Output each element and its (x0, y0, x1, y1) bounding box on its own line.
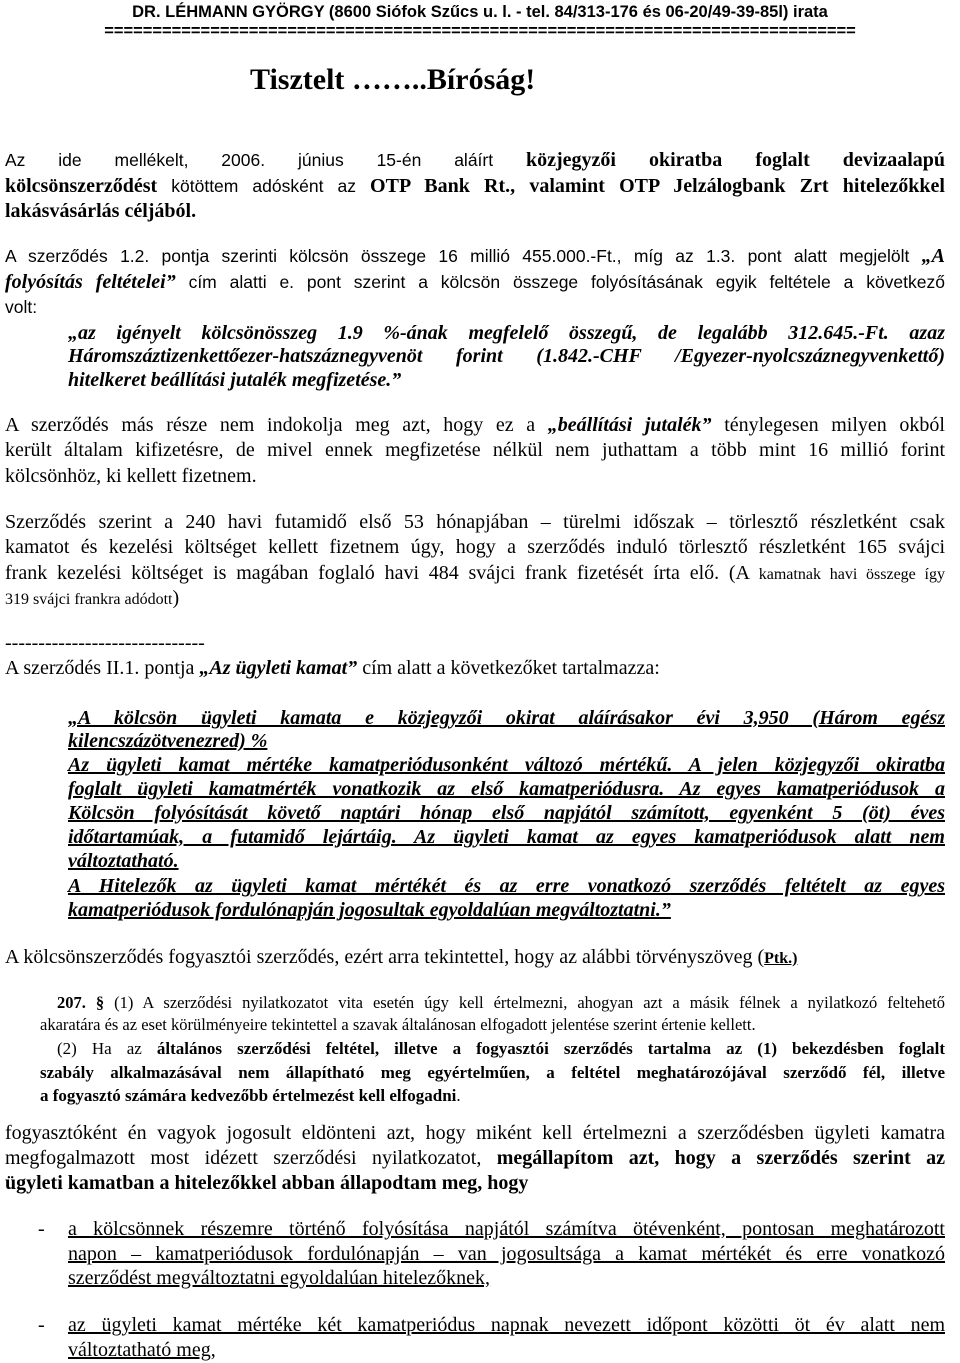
bold-text-run: közjegyzői okiratba foglalt devizaalapú (525, 149, 945, 171)
text-run: A szerződés más része nem indokolja meg azt, hogy ez a (5, 414, 548, 436)
list-item-1-line-3: szerződést megváltoztatni egyoldalúan hitelezőknek, (68, 1267, 491, 1289)
paragraph-2-line-1 (5, 244, 945, 268)
quote-1-line-1: „az igényelt kölcsönösszeg 1.9 %-ának megfelelő összegű, de legalább 312.645.-Ft. azaz (68, 322, 945, 344)
paragraph-4-line-4 (5, 586, 945, 612)
bold-text-run: OTP Bank Rt., valamint OTP Jelzálogbank Zrt hitelezőkkel (370, 175, 945, 197)
paragraph-4-line-2 (5, 535, 945, 559)
paragraph-1-line-3 (5, 199, 945, 223)
paragraph-2-line-3 (5, 295, 945, 319)
letterhead-title: DR. LÉHMANN GYÖRGY (8600 Siófok Szűcs u. l. - tel. 84/313-176 és 06-20/49-39-85l) irata (132, 3, 828, 21)
text-run: kötöttem adósként az (157, 176, 371, 196)
quote-2-line-2: kilencszázötvenezred) % (68, 730, 268, 752)
bold-italic-text-run: „A (921, 245, 945, 267)
quote-2-line-3: Az ügyleti kamat mértéke kamatperiódusonként változó mértékű. A jelen közjegyzői okiratba (68, 754, 945, 776)
bold-text-run: szabály alkalmazásával nem állapítható meg egyértelműen, a feltétel meghatározójával szerződő fél, illetve (40, 1063, 945, 1082)
small-text-run: 319 svájci frankra adódott (5, 591, 173, 608)
separator-line: ------------------------------ (5, 632, 205, 654)
law-reference: Ptk.) (764, 950, 798, 967)
text-run: cím alatt a következőket tartalmazza: (357, 657, 660, 679)
statute-2-line-3 (40, 1085, 945, 1107)
paragraph-3-line-3 (5, 464, 945, 488)
bold-text-run: lakásvásárlás céljából. (5, 200, 197, 222)
paragraph-7-line-2 (5, 1146, 945, 1170)
text-run: (1) A szerződési nyilatkozatot vita esetén úgy kell értelmezni, ahogyan azt a másik félnek a nyilatkozó feltehető (104, 993, 945, 1012)
text-run: fogyasztóként én vagyok jogosult eldönteni azt, hogy miként kell értelmezni a szerződésben ügyleti kamatra (5, 1122, 945, 1144)
paragraph-3-line-2 (5, 438, 945, 462)
bold-italic-text-run: „beállítási jutalék” (547, 414, 712, 436)
bold-italic-text-run: folyósítás feltételei” (5, 271, 176, 293)
quote-2-line-9: kamatperiódusok fordulónapján jogosultak egyoldalúan megváltoztatni.” (68, 899, 671, 921)
statute-2-line-1 (57, 1038, 945, 1060)
quote-2-line-5: Kölcsön folyósítását követő naptári hónap első napjától számított, egyenként 5 (öt) éves (68, 802, 945, 824)
quote-2-line-6: időtartamúak, a futamidő lejártáig. Az ügyleti kamat az egyes kamatperiódusok alatt nem (68, 826, 945, 848)
statute-1-line-2 (40, 1014, 945, 1036)
text-run: Szerződés szerint a 240 havi futamidő első 53 hónapjában – türelmi időszak – törlesztő részletként csak (5, 511, 945, 533)
quote-2-line-8: A Hitelezők az ügyleti kamat mértékét és az erre vonatkozó szerződés feltételt az egyes (68, 875, 945, 897)
quote-2-line-7: változtatható. (68, 850, 179, 872)
statute-2-line-2 (40, 1062, 945, 1084)
text-run: frank kezelési költséget is magában foglaló havi 484 svájci frank fizetését írta elő. (A (5, 562, 750, 584)
text-run: akaratára és az eset körülményeire tekintettel a szavak általánosan elfogadott jelentése szerint értenie kellett. (40, 1015, 756, 1034)
quote-1-line-3: hitelkeret beállítási jutalék megfizetése.” (68, 369, 402, 391)
paragraph-5 (5, 656, 945, 680)
quote-2-line-1: „A kölcsön ügyleti kamata e közjegyzői okirat aláírásakor évi 3,950 (Három egész (68, 707, 945, 729)
bold-text-run: ügyleti kamatban a hitelezőkkel abban állapodtam meg, hogy (5, 1172, 529, 1194)
quote-1-line-2: Háromszáztizenkettőezer-hatszáznegyvenöt forint (1.842.-CHF /Egyezer-nyolcszáznegyvenkettő) (68, 345, 945, 367)
list-item-2-line-2: változtatható meg, (68, 1339, 216, 1361)
paragraph-1-line-1 (5, 148, 945, 172)
paragraph-4-line-1 (5, 510, 945, 534)
text-run: került általam kifizetésre, de mivel ennek megfizetése nélkül nem juthattam a több mint 16 millió forint (5, 439, 945, 461)
bold-italic-text-run: „Az ügyleti kamat” (199, 657, 358, 679)
text-run: A szerződés 1.2. pontja szerinti kölcsön összege 16 millió 455.000.-Ft., míg az 1.3. pont alatt megjelölt (5, 246, 922, 266)
text-run: kölcsönhöz, ki kellett fizetnem. (5, 465, 257, 487)
quote-2-line-4: foglalt ügyleti kamatmérték vonatkozik az első kamatperiódusra. Az egyes kamatperiódusok a (68, 778, 945, 800)
text-run: kamatot és kezelési költséget kellett fizetnem úgy, hogy a szerződés induló törlesztő részletként 165 svájci (5, 536, 945, 558)
text-run: A kölcsönszerződés fogyasztói szerződés, ezért arra tekintettel, hogy az alábbi törvényszöveg ( (5, 946, 765, 968)
list-item-1-line-2: napon – kamatperiódusok fordulónapján – van jogosultsága a kamat mértékét és erre vonatkozó (68, 1243, 945, 1265)
section-number: 207. § (57, 993, 105, 1012)
bold-text-run: kölcsönszerződést (5, 175, 158, 197)
text-run: Az ide mellékelt, 2006. június 15-én aláírt (5, 150, 526, 170)
bold-text-run: általános szerződési feltétel, illetve a fogyasztói szerződés tartalma az (1) bekezdésben foglalt (156, 1039, 945, 1058)
paragraph-2-line-2 (5, 270, 945, 294)
paragraph-1-line-2 (5, 174, 945, 198)
paragraph-4-line-3 (5, 561, 945, 587)
paragraph-7-line-1 (5, 1121, 945, 1145)
text-run: ) (172, 587, 180, 609)
text-run: megfogalmazott most idézett szerződési nyilatkozatot, (5, 1147, 497, 1169)
text-run: cím alatti e. pont szerint a kölcsön összege folyósításának egyik feltétele a következő (175, 272, 945, 292)
list-bullet: - (38, 1218, 45, 1240)
paragraph-3-line-1 (5, 413, 945, 437)
paragraph-7-line-3 (5, 1171, 945, 1195)
bold-text-run: megállapítom azt, hogy a szerződés szerint az (496, 1147, 945, 1169)
paragraph-6 (5, 945, 945, 971)
list-item-1-line-1: a kölcsönnek részemre történő folyósítása napjától számítva ötévenként, pontosan meghatározott (68, 1218, 945, 1240)
bold-text-run: a fogyasztó számára kedvezőbb értelmezést kell elfogadni (40, 1086, 457, 1105)
text-run: ténylegesen milyen okból (711, 414, 945, 436)
salutation: Tisztelt ……..Bíróság! (250, 63, 536, 96)
text-run: volt: (5, 297, 38, 317)
text-run: . (456, 1086, 461, 1105)
statute-1-line-1 (57, 992, 945, 1014)
list-item-2-line-1: az ügyleti kamat mértéke két kamatperiódus napnak nevezett időpont közötti öt év alatt nem (68, 1314, 945, 1336)
small-text-run: kamatnak havi összege így (750, 566, 945, 583)
text-run: (2) Ha az (57, 1039, 157, 1058)
letterhead-rule: ============================================================================== (104, 22, 856, 40)
text-run: A szerződés II.1. pontja (5, 657, 200, 679)
list-bullet: - (38, 1314, 45, 1336)
